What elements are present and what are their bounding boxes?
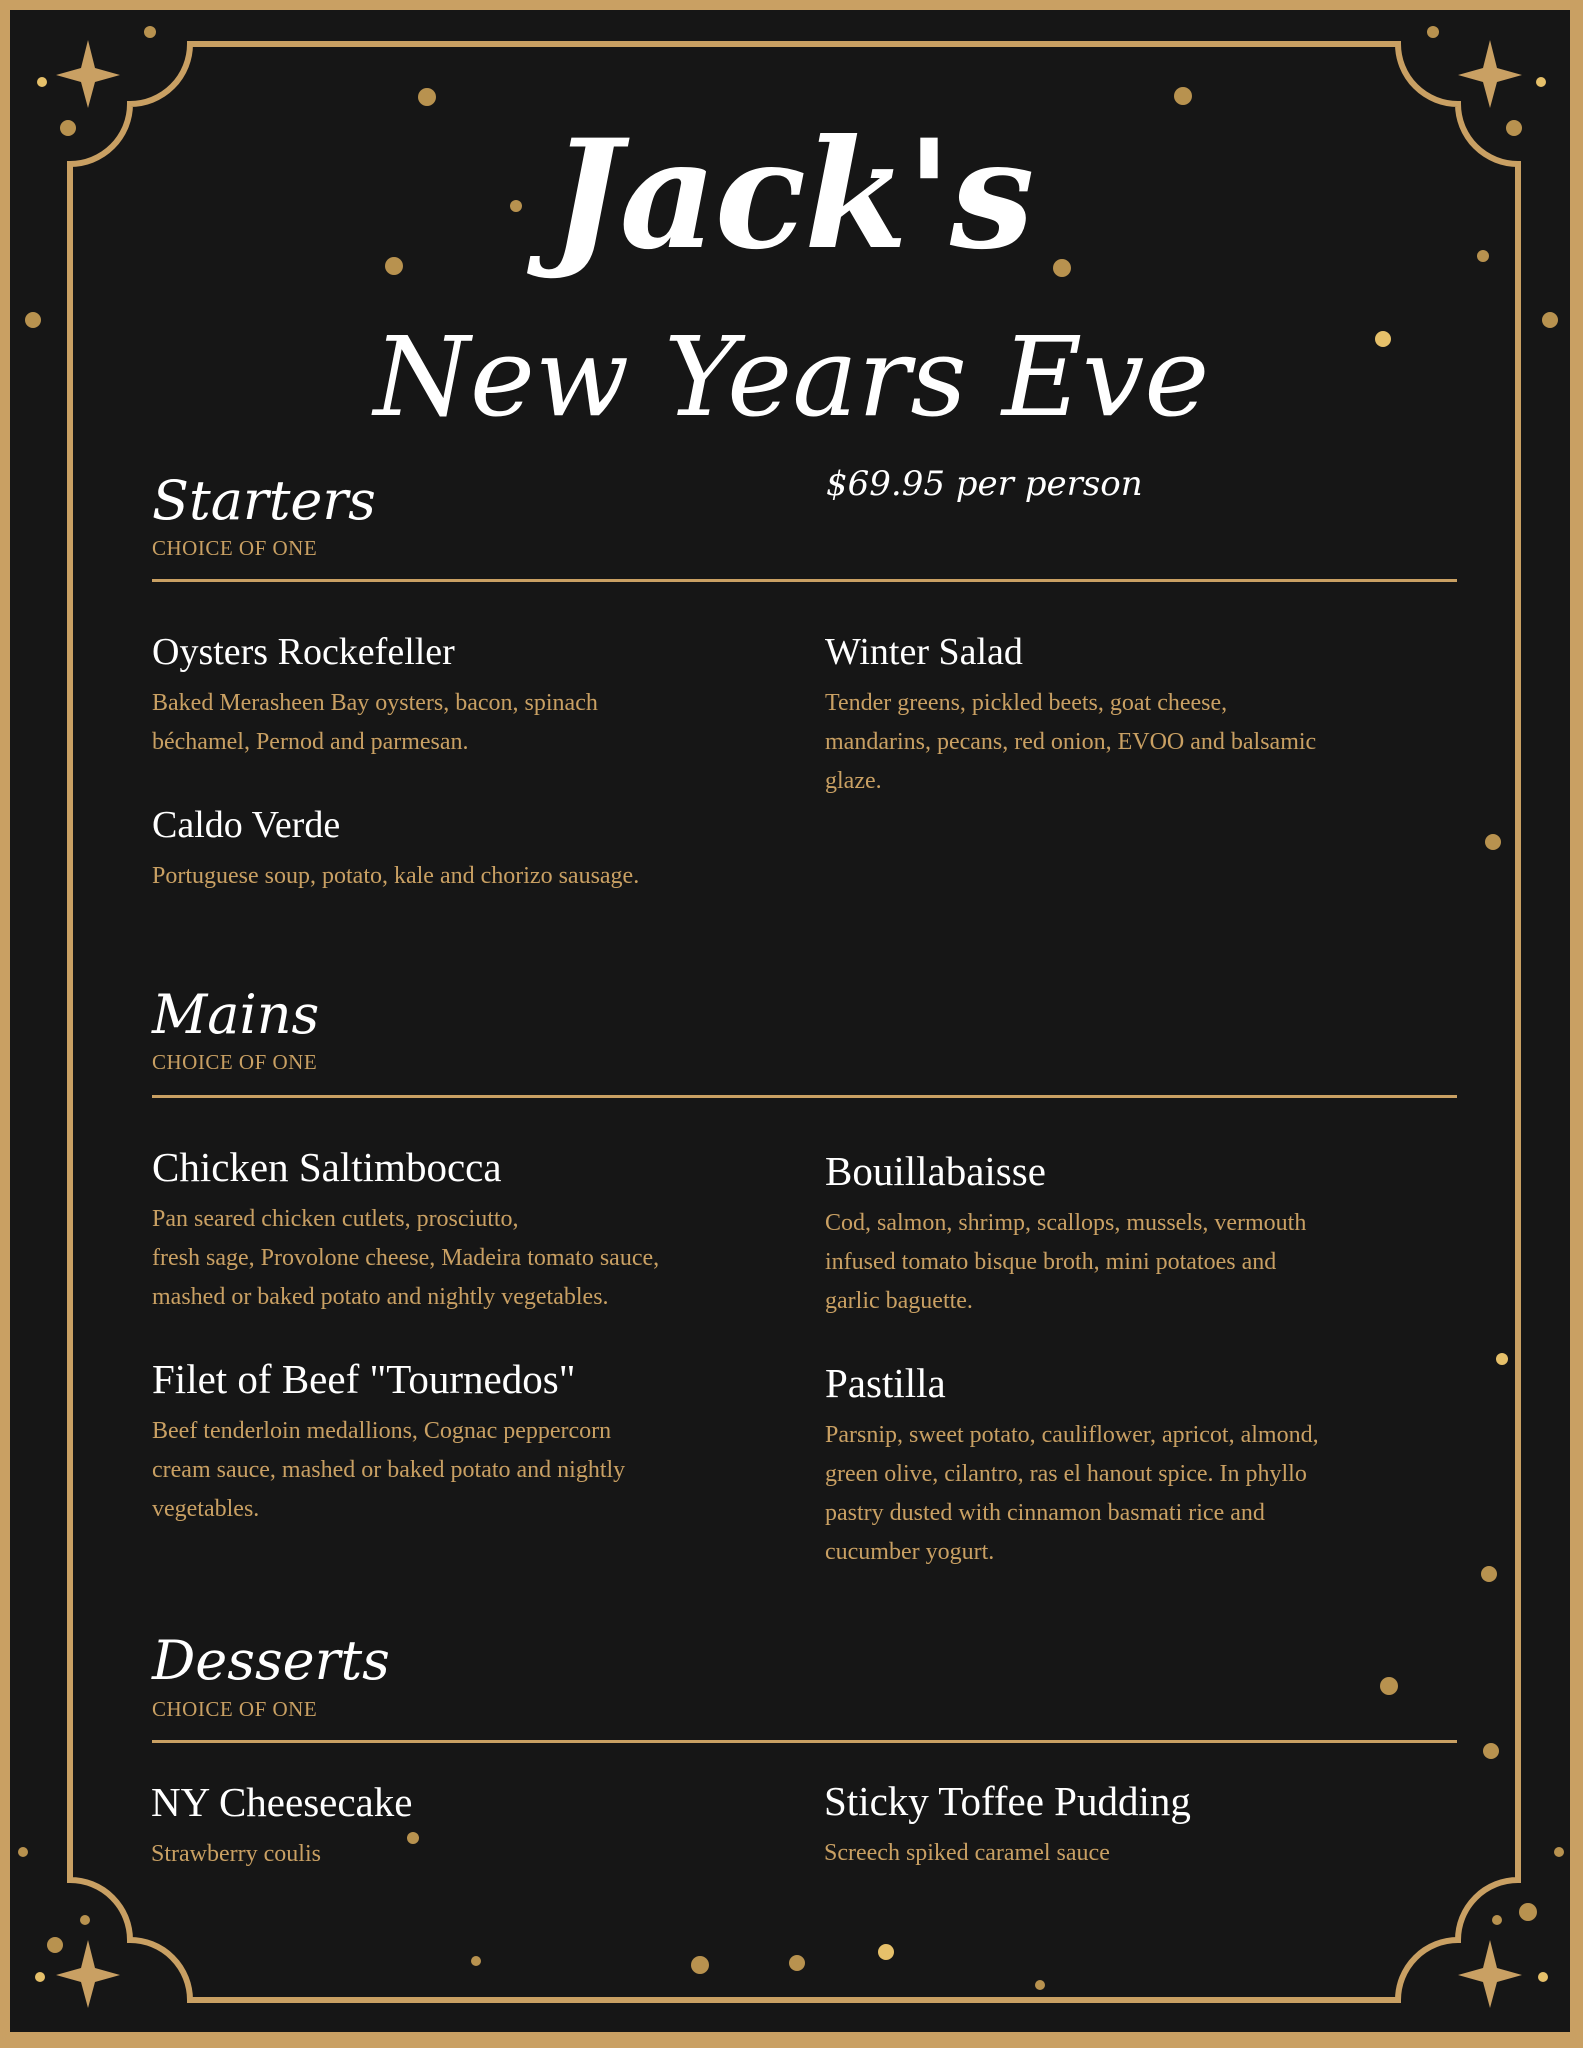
gold-confetti-dot [878, 1944, 894, 1960]
four-point-star-icon [56, 40, 120, 108]
four-point-star-icon [1458, 40, 1522, 108]
section-subtitle-mains: CHOICE OF ONE [152, 1050, 318, 1074]
gold-confetti-dot [418, 88, 436, 106]
menu-item-name: Pastilla [825, 1360, 946, 1406]
gold-confetti-dot [1536, 77, 1546, 87]
gold-confetti-dot [1485, 834, 1501, 850]
section-subtitle-desserts: CHOICE OF ONE [152, 1697, 318, 1721]
section-subtitle-starters: CHOICE OF ONE [152, 536, 318, 560]
menu-item-name: Filet of Beef "Tournedos" [152, 1356, 576, 1402]
gold-confetti-dot [789, 1955, 805, 1971]
gold-confetti-dot [1035, 1980, 1045, 1990]
menu-item [825, 630, 1465, 801]
section-divider [152, 579, 1457, 582]
restaurant-name: Jack's [550, 107, 1033, 283]
menu-item [825, 1359, 1465, 1572]
menu-item-name: Bouillabaisse [825, 1148, 1046, 1194]
gold-confetti-dot [80, 1915, 90, 1925]
menu-item [152, 803, 812, 896]
event-title: New Years Eve [373, 313, 1210, 441]
four-point-star-icon [56, 1940, 120, 2008]
menu-item-name: Sticky Toffee Pudding [824, 1778, 1191, 1824]
gold-confetti-dot [37, 77, 47, 87]
menu-item [152, 630, 792, 762]
gold-confetti-dot [1554, 1847, 1564, 1857]
menu-item-description: Tender greens, pickled beets, goat cheese, mandarins, pecans, red onion, EVOO and balsamic glaze. [825, 689, 1317, 794]
menu-item [825, 1147, 1465, 1321]
gold-confetti-dot [1492, 1915, 1502, 1925]
menu-item [151, 1778, 811, 1874]
menu-item-description: Portuguese soup, potato, kale and chorizo sausage. [152, 862, 640, 889]
gold-confetti-dot [471, 1956, 481, 1966]
section-divider [152, 1740, 1457, 1743]
menu-item [152, 1355, 812, 1529]
gold-confetti-dot [1496, 1353, 1508, 1365]
gold-confetti-dot [1481, 1566, 1497, 1582]
price-per-person: $69.95 per person [826, 464, 1143, 504]
menu-item-name: Winter Salad [825, 631, 1023, 673]
gold-confetti-dot [1174, 87, 1192, 105]
gold-confetti-dot [1538, 1972, 1548, 1982]
menu-item-description: Strawberry coulis [151, 1841, 321, 1868]
section-title-mains: Mains [152, 983, 320, 1046]
section-title-desserts: Desserts [152, 1629, 390, 1692]
gold-confetti-dot [144, 26, 156, 38]
gold-confetti-dot [1519, 1903, 1537, 1921]
gold-confetti-dot [1427, 26, 1439, 38]
gold-confetti-dot [47, 1937, 63, 1953]
menu-item-name: NY Cheesecake [151, 1779, 413, 1825]
menu-item-description: Baked Merasheen Bay oysters, bacon, spinach béchamel, Pernod and parmesan. [152, 689, 598, 755]
menu-item-name: Chicken Saltimbocca [152, 1144, 502, 1190]
menu-item-name: Caldo Verde [152, 804, 341, 846]
gold-confetti-dot [18, 1847, 28, 1857]
section-divider [152, 1095, 1457, 1098]
menu-item-name: Oysters Rockefeller [152, 631, 455, 673]
menu-item-description: Pan seared chicken cutlets, prosciutto, fresh sage, Provolone cheese, Madeira tomato sauce, mashed or baked potato and nightly vegetables. [152, 1206, 660, 1311]
four-point-star-icon [1458, 1940, 1522, 2008]
menu-item [824, 1777, 1464, 1873]
menu-item [152, 1143, 812, 1317]
menu-item-description: Cod, salmon, shrimp, scallops, mussels, vermouth infused tomato bisque broth, mini potatoes and garlic baguette. [825, 1210, 1307, 1315]
menu-item-description: Beef tenderloin medallions, Cognac peppercorn cream sauce, mashed or baked potato and nightly vegetables. [152, 1418, 626, 1523]
section-title-starters: Starters [152, 469, 376, 532]
gold-confetti-dot [1380, 1677, 1398, 1695]
menu-item-description: Screech spiked caramel sauce [824, 1840, 1110, 1867]
gold-confetti-dot [691, 1956, 709, 1974]
gold-confetti-dot [1483, 1743, 1499, 1759]
menu-item-description: Parsnip, sweet potato, cauliflower, apricot, almond, green olive, cilantro, ras el hanout spice. In phyllo pastry dusted with cinnamon basmati rice and cucumber yogurt. [825, 1422, 1319, 1566]
gold-confetti-dot [35, 1972, 45, 1982]
